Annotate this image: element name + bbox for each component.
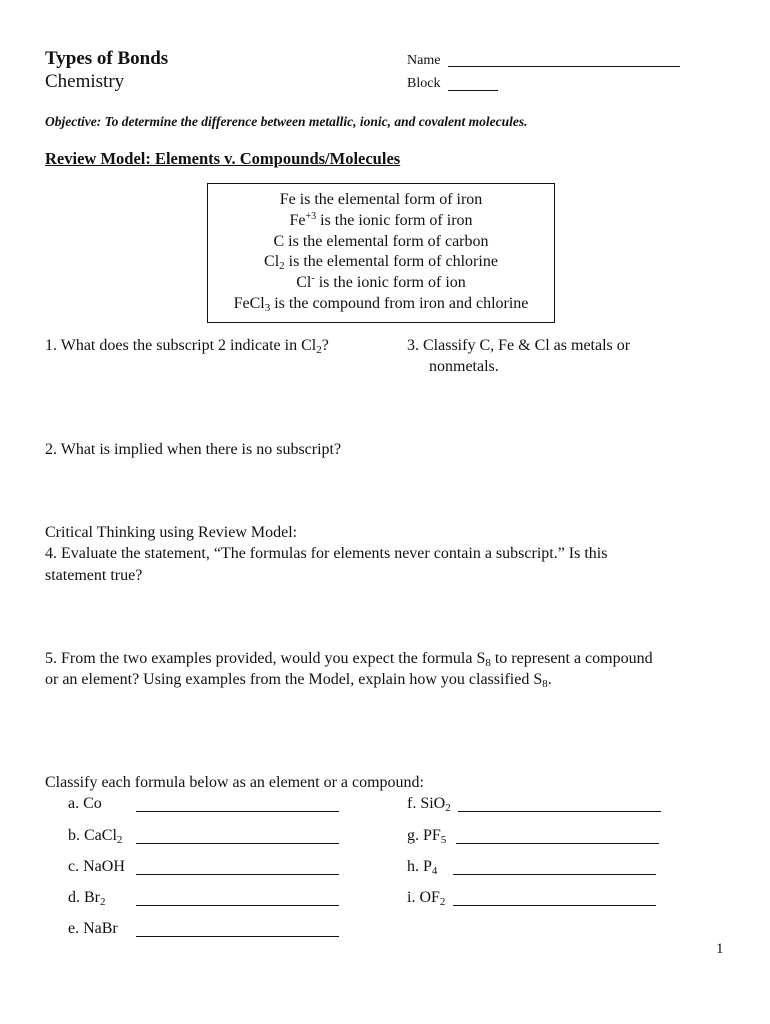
block-label: Block: [407, 76, 441, 91]
critical-thinking-heading: Critical Thinking using Review Model:: [45, 524, 298, 541]
classify-item-g: g. $PF_5$: [407, 827, 447, 846]
classify-item-b: b. CaCl$_2$: [68, 827, 123, 846]
name-field-line[interactable]: [448, 66, 680, 67]
name-label: Name: [407, 53, 441, 68]
question-3-line2: nonmetals.: [429, 358, 499, 375]
review-model-heading: Review Model: Elements v. Compounds/Molecules: [45, 149, 401, 168]
model-line-chlorine-ionic: Cl- is the ionic form of ion: [296, 273, 466, 292]
classify-item-h: h. $P_4$: [407, 858, 438, 877]
classify-heading: Classify each formula below as an element or a compound:: [45, 774, 424, 791]
worksheet-title: Types of Bonds: [45, 48, 169, 69]
classify-item-a: a. Co: [68, 795, 102, 812]
classify-answer-c[interactable]: [136, 874, 339, 875]
question-2: 2. What is implied when there is no subscript?: [45, 441, 342, 458]
classify-item-e: e. NaBr: [68, 920, 118, 937]
model-line-compound: FeCl$_3$ is the compound from iron and chlorine: [233, 294, 529, 314]
classify-answer-a[interactable]: [136, 811, 339, 812]
classify-item-f: f. SiO$_2$: [407, 795, 451, 814]
model-line-chlorine-elemental: $Cl_2$ is the elemental form of chlorine: [264, 253, 498, 273]
question-3-line1: 3. Classify C, Fe & Cl as metals or: [407, 337, 631, 354]
classify-answer-g[interactable]: [456, 843, 659, 844]
classify-item-i: i. $OF_2$: [407, 889, 446, 908]
classify-answer-i[interactable]: [453, 905, 656, 906]
classify-answer-f[interactable]: [458, 811, 661, 812]
classify-answer-e[interactable]: [136, 936, 339, 937]
question-5-line2: or an element? Using examples from the Model, explain how you classified $S_8$.: [45, 671, 552, 690]
question-4-line2: statement true?: [45, 567, 143, 584]
classify-answer-d[interactable]: [136, 905, 339, 906]
classify-answer-h[interactable]: [453, 874, 656, 875]
model-line-iron-ionic: $Fe^{+3}$ is the ionic form of iron: [289, 210, 473, 229]
question-5-line1: 5. From the two examples provided, would you expect the formula $S_8$ to represent a compound: [45, 650, 653, 669]
classify-item-d: d. $Br_2$: [68, 889, 106, 908]
page-number: 1: [716, 941, 724, 957]
model-line-iron-elemental: Fe is the elemental form of iron: [279, 191, 483, 208]
objective-text: Objective: To determine the difference between metallic, ionic, and covalent molecules.: [45, 114, 528, 129]
review-model-box: [207, 183, 555, 323]
worksheet-subtitle: Chemistry: [45, 71, 125, 92]
question-4-line1: 4. Evaluate the statement, “The formulas for elements never contain a subscript.” Is this: [45, 545, 608, 562]
model-line-carbon: C is the elemental form of carbon: [273, 232, 489, 250]
question-1: 1. What does the subscript 2 indicate in $Cl_2$?: [45, 337, 329, 356]
block-field-line[interactable]: [448, 90, 498, 91]
classify-item-c: c. NaOH: [68, 858, 125, 875]
classify-answer-b[interactable]: [136, 843, 339, 844]
